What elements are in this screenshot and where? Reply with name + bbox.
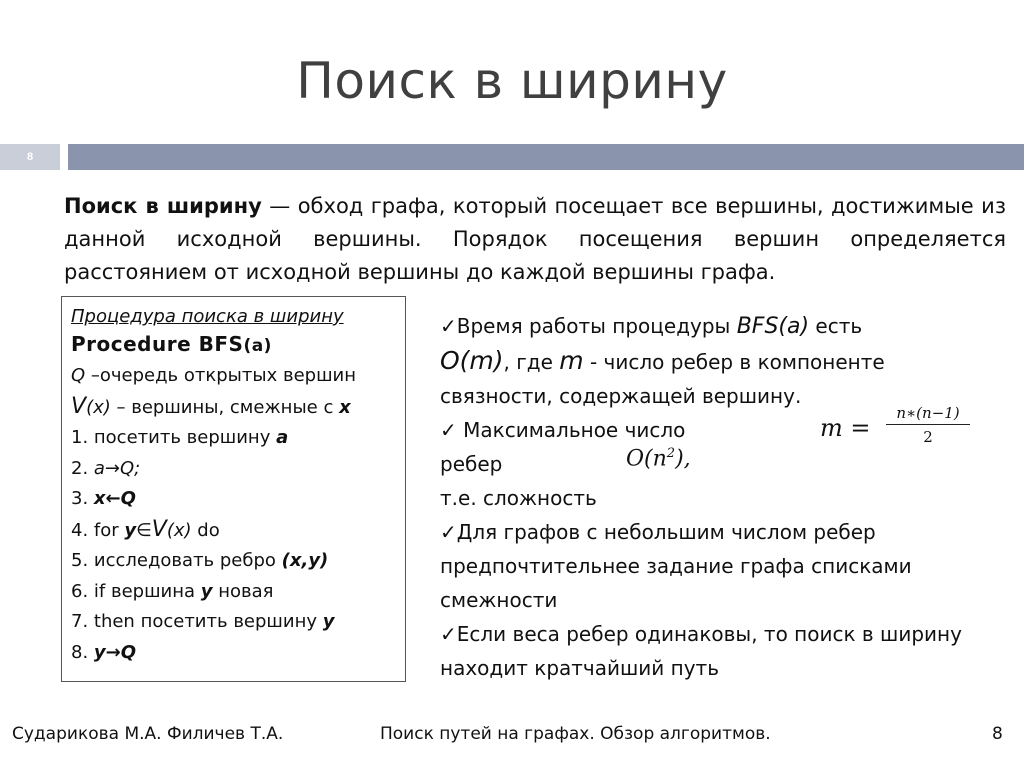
step-7: 7. then посетить вершину y [71,611,335,632]
footer-page-number: 8 [992,724,1003,744]
queue-line: Q –очередь открытых вершин [71,365,357,386]
step-3: 3. x←Q [71,488,136,509]
procedure-header: Процедура поиска в ширину [71,306,344,327]
procedure-box [61,296,406,682]
formula-numerator: n∗(n−1) [886,404,970,425]
intro-paragraph [64,190,1006,289]
note-adjacency-lists: ✓Для графов с небольшим числом ребер предпочтительнее задание графа списками смежности [440,520,912,612]
note-complexity: ✓Время работы процедуры BFS(a) есть O(m), где m - число ребер в компоненте связности, содержащей вершину. [440,314,885,408]
title-underline-bar [68,144,1024,170]
step-6: 6. if вершина y новая [71,580,274,602]
footer-course-title: Поиск путей на графах. Обзор алгоритмов. [380,724,771,744]
adjacent-line: V(x) – вершины, смежные с x [71,393,351,419]
step-1: 1. посетить вершину a [71,427,289,448]
notes-column [440,309,1000,685]
step-8: 8. y→Q [71,641,137,663]
formula-lhs: m = [820,414,871,442]
formula-fraction [886,404,970,446]
step-5: 5. исследовать ребро (x,y) [71,550,329,571]
max-edges-formula [820,398,980,468]
intro-text: — обход графа, который посещает все вершины, достижимые из данной исходной вершины. Порядок посещения вершин определяется расстоянием от исходной вершины до каждой вершины графа. [64,194,1006,284]
step-2: 2. a→Q; [71,457,141,479]
note-shortest-path: ✓Если веса ребер одинаковы, то поиск в ширину находит кратчайший путь [440,622,962,680]
step-4: 4. for y∈V(x) do [71,516,220,542]
slide-number-box: 8 [0,144,60,170]
note-max-edges: ✓ Максимальное число ребер т.е. сложность [440,418,686,510]
complexity-formula: $O(n^2)$, [626,446,691,472]
slide-title: Поиск в ширину [296,52,728,110]
formula-denominator: 2 [923,428,933,446]
intro-term: Поиск в ширину [64,194,262,218]
footer-authors: Сударикова М.А. Филичев Т.А. [12,724,284,744]
procedure-name: Procedure BFS(a) [71,332,272,356]
